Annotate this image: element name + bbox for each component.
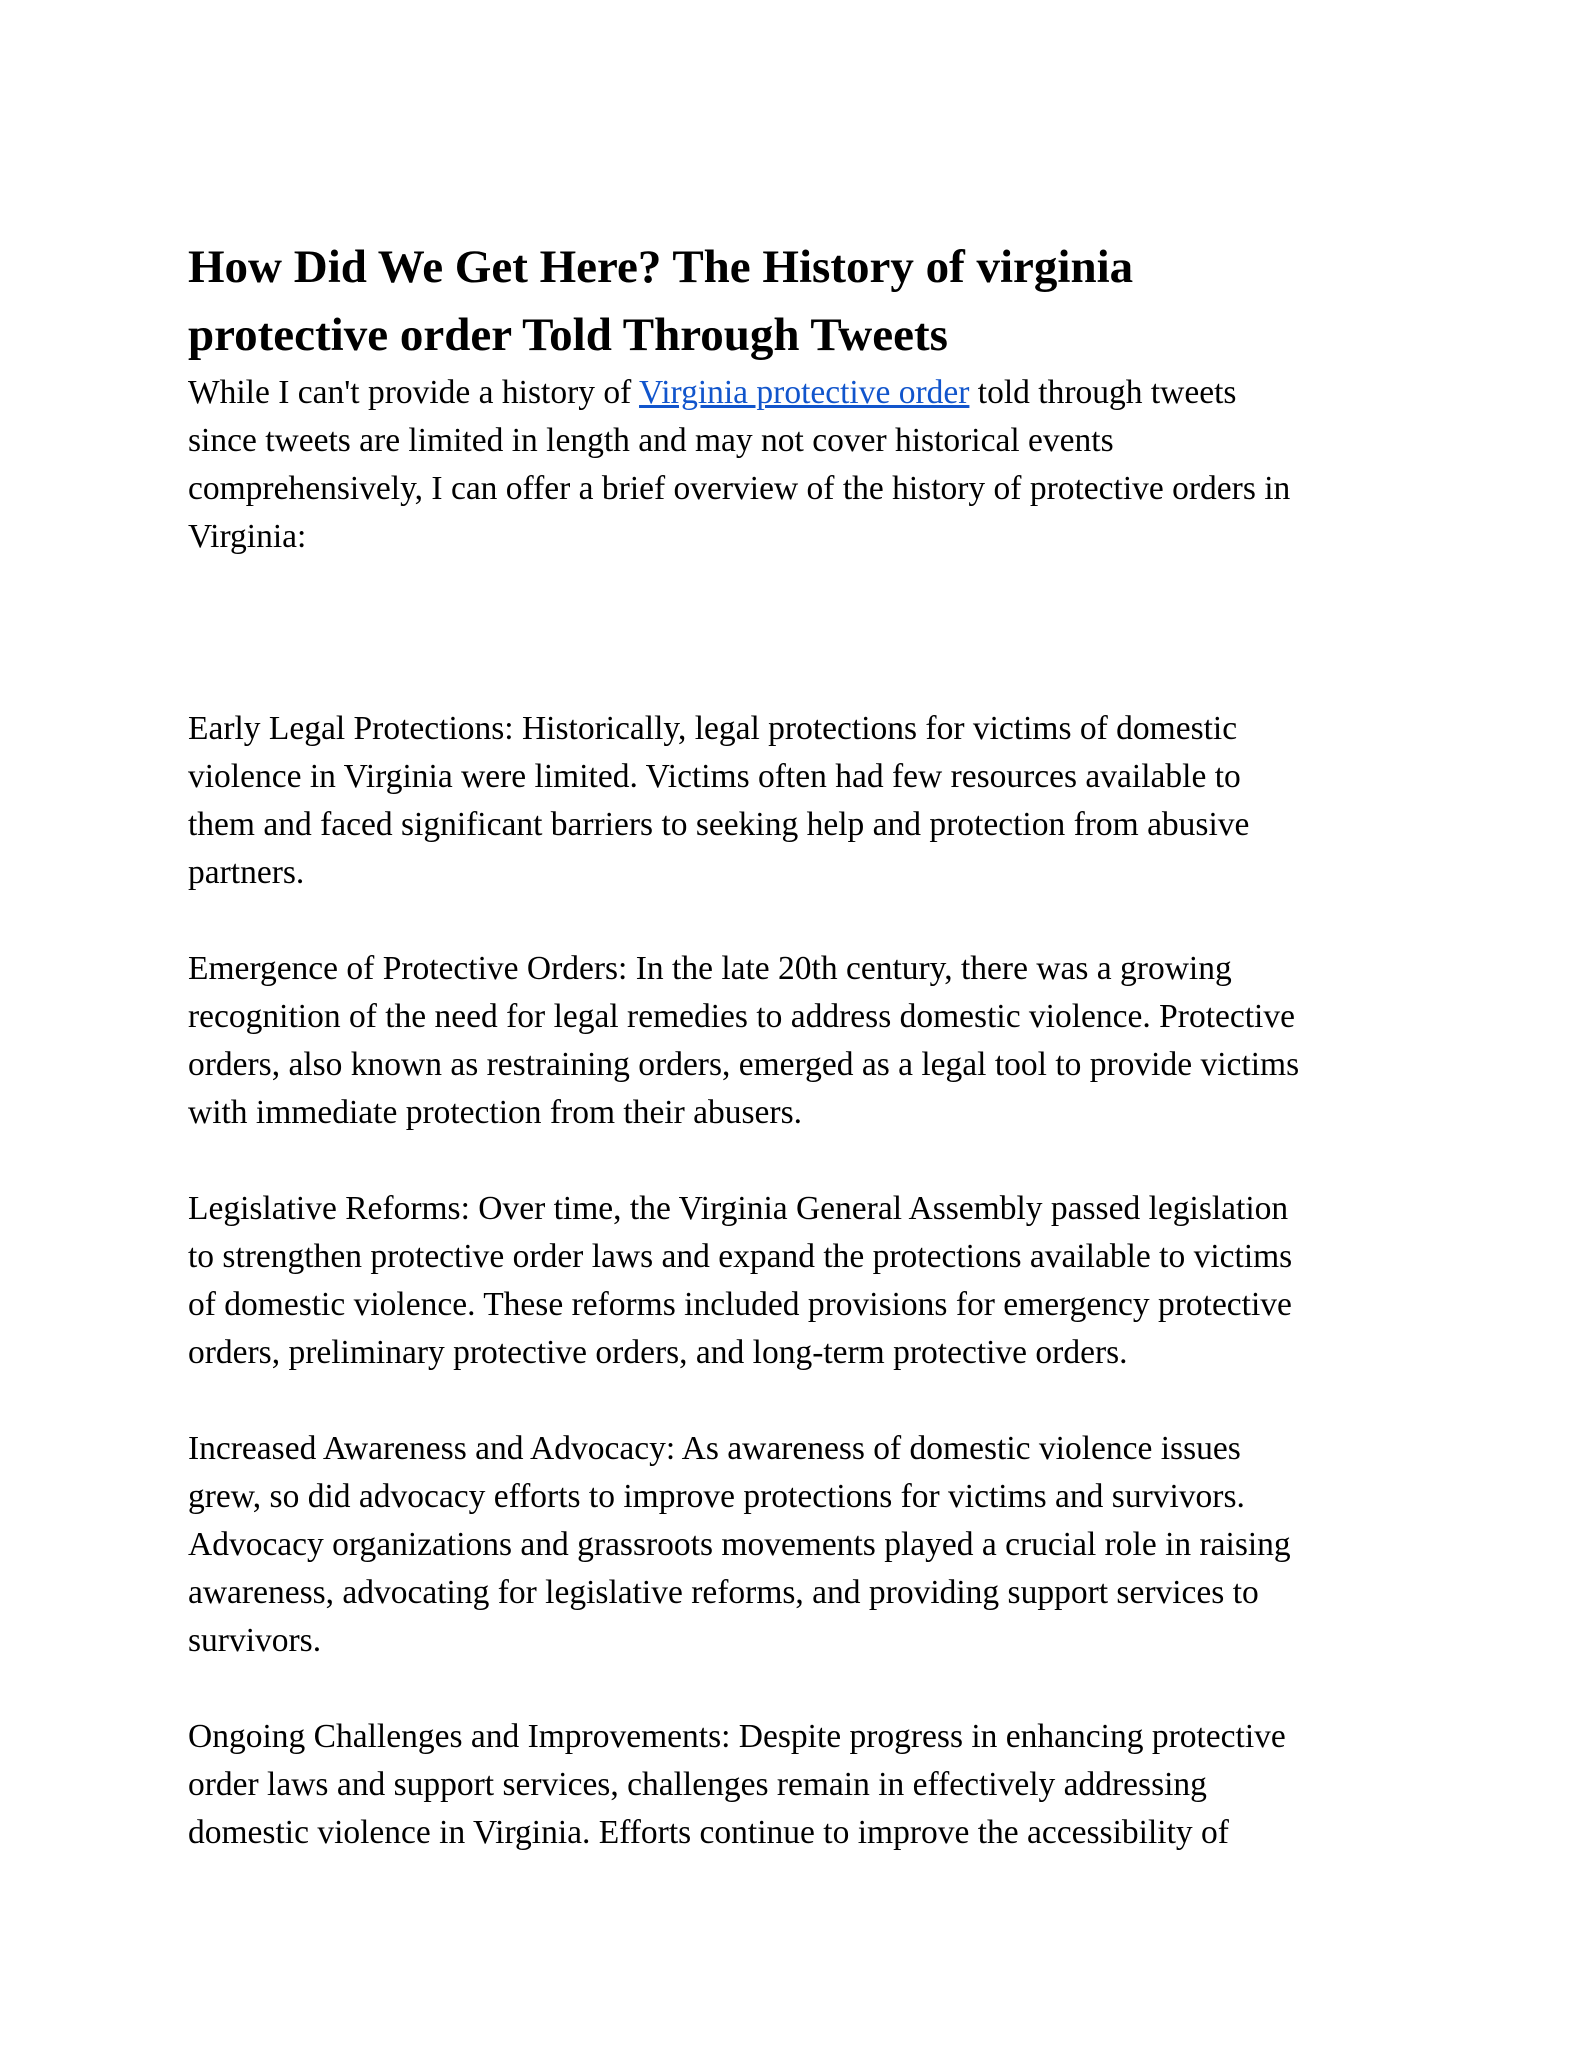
text-line: [188, 369, 1428, 417]
paragraph-legislative-reforms: [188, 1185, 1428, 1377]
page-title: [188, 233, 1428, 369]
text-line: them and faced significant barriers to seeking help and protection from abusive: [188, 806, 1250, 843]
text-line: Legislative Reforms: Over time, the Virginia General Assembly passed legislation: [188, 1190, 1289, 1227]
intro-suffix: told through tweets: [969, 374, 1237, 411]
document-page: [188, 233, 1428, 1857]
text-line: recognition of the need for legal remedies to address domestic violence. Protective: [188, 998, 1295, 1035]
text-line: to strengthen protective order laws and expand the protections available to victims: [188, 1238, 1293, 1275]
text-line: partners.: [188, 854, 305, 891]
text-line: orders, preliminary protective orders, and long-term protective orders.: [188, 1334, 1128, 1371]
intro-paragraph: [188, 369, 1428, 561]
title-line: protective order Told Through Tweets: [188, 309, 948, 361]
text-line: order laws and support services, challenges remain in effectively addressing: [188, 1766, 1207, 1803]
text-line: violence in Virginia were limited. Victims often had few resources available to: [188, 758, 1241, 795]
text-line: orders, also known as restraining orders, emerged as a legal tool to provide victims: [188, 1046, 1300, 1083]
paragraph-early-legal-protections: [188, 705, 1428, 897]
text-line: survivors.: [188, 1622, 322, 1659]
text-line: grew, so did advocacy efforts to improve protections for victims and survivors.: [188, 1478, 1245, 1515]
paragraph-ongoing-challenges: [188, 1713, 1428, 1857]
text-line: Ongoing Challenges and Improvements: Despite progress in enhancing protective: [188, 1718, 1286, 1755]
title-line: How Did We Get Here? The History of virginia: [188, 241, 1134, 293]
text-line: Emergence of Protective Orders: In the late 20th century, there was a growing: [188, 950, 1232, 987]
text-line: Early Legal Protections: Historically, legal protections for victims of domestic: [188, 710, 1238, 747]
paragraph-increased-awareness: [188, 1425, 1428, 1665]
text-line: with immediate protection from their abusers.: [188, 1094, 802, 1131]
intro-prefix: While I can't provide a history of: [188, 374, 640, 411]
text-line: Virginia:: [188, 518, 307, 555]
virginia-protective-order-link[interactable]: Virginia protective order: [639, 374, 970, 411]
text-line: domestic violence in Virginia. Efforts continue to improve the accessibility of: [188, 1814, 1229, 1851]
text-line: since tweets are limited in length and may not cover historical events: [188, 422, 1114, 459]
text-line: Advocacy organizations and grassroots movements played a crucial role in raising: [188, 1526, 1291, 1563]
text-line: awareness, advocating for legislative reforms, and providing support services to: [188, 1574, 1259, 1611]
text-line: of domestic violence. These reforms included provisions for emergency protective: [188, 1286, 1292, 1323]
text-line: Increased Awareness and Advocacy: As awareness of domestic violence issues: [188, 1430, 1241, 1467]
text-line: comprehensively, I can offer a brief overview of the history of protective orders in: [188, 470, 1291, 507]
paragraph-emergence-of-protective-orders: [188, 945, 1428, 1137]
